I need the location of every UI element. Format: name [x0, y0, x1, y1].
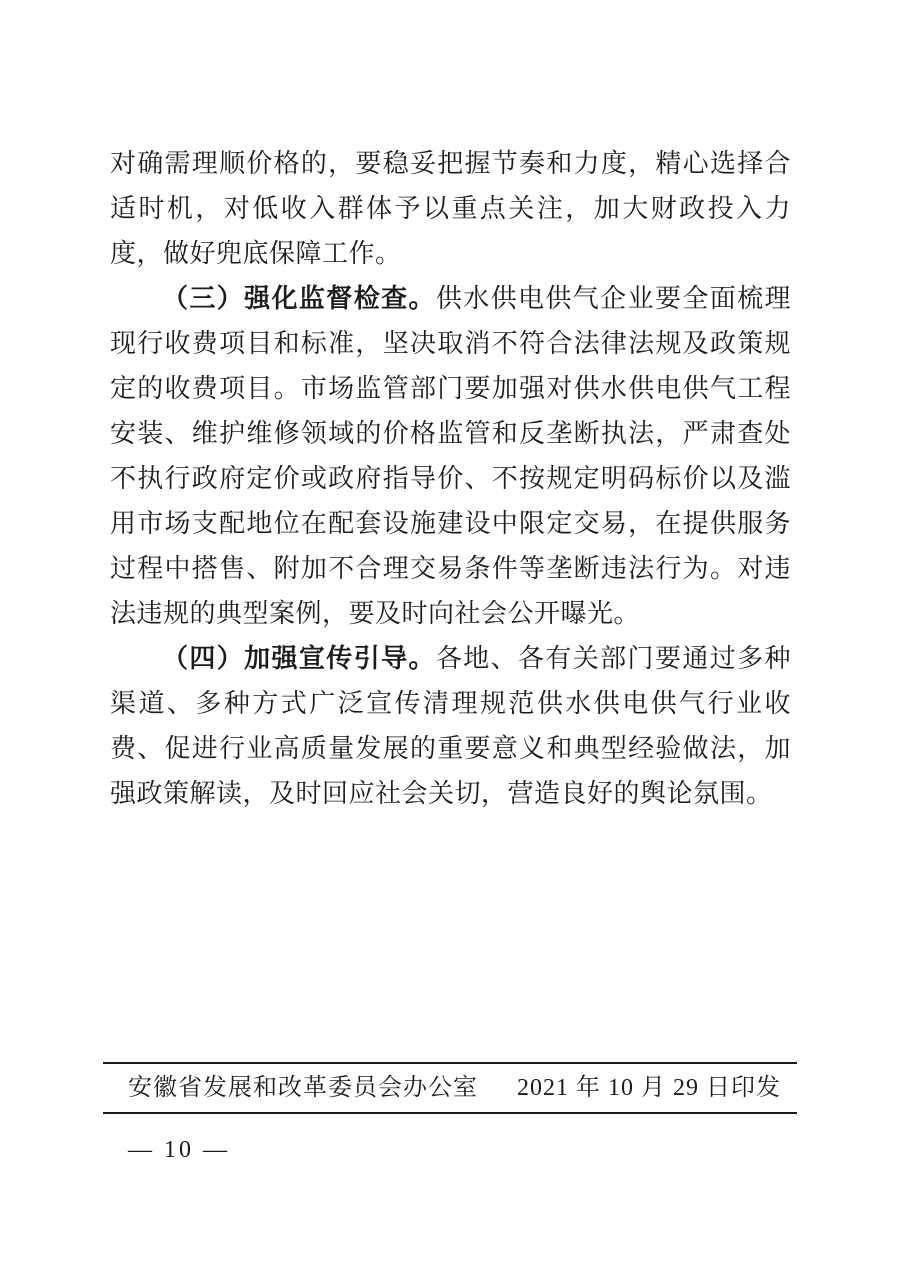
paragraph-section-3: [110, 276, 791, 636]
paragraph-continuation: [110, 141, 791, 276]
paragraph-section-4: [110, 636, 791, 816]
section-heading-3: （三）强化监督检查。: [162, 284, 436, 313]
section-heading-4: （四）加强宣传引导。: [162, 644, 436, 673]
paragraph-text: 对确需理顺价格的，要稳妥把握节奏和力度，精心选择合适时机，对低收入群体予以重点关注，加大财政投入力度，做好兜底保障工作。: [110, 149, 791, 268]
document-body: [110, 141, 791, 816]
paragraph-text: 供水供电供气企业要全面梳理现行收费项目和标准，坚决取消不符合法律法规及政策规定的收费项目。市场监管部门要加强对供水供电供气工程安装、维护维修领域的价格监管和反垄断执法，严肃查处不执行政府定价或政府指导价、不按规定明码标价以及滥用市场支配地位在配套设施建设中限定交易，在提供服务过程中搭售、附加不合理交易条件等垄断违法行为。对违法违规的典型案例，要及时向社会公开曝光。: [110, 284, 791, 628]
document-footer: [103, 1062, 797, 1114]
print-date: 2021 年 10 月 29 日印发: [517, 1075, 781, 1101]
issuing-office: 安徽省发展和改革委员会办公室: [128, 1075, 478, 1101]
page-number: — 10 —: [128, 1137, 230, 1163]
paragraph-text: 各地、各有关部门要通过多种渠道、多种方式广泛宣传清理规范供水供电供气行业收费、促进行业高质量发展的重要意义和典型经验做法，加强政策解读，及时回应社会关切，营造良好的舆论氛围。: [110, 644, 791, 808]
footer-row: [103, 1064, 797, 1112]
